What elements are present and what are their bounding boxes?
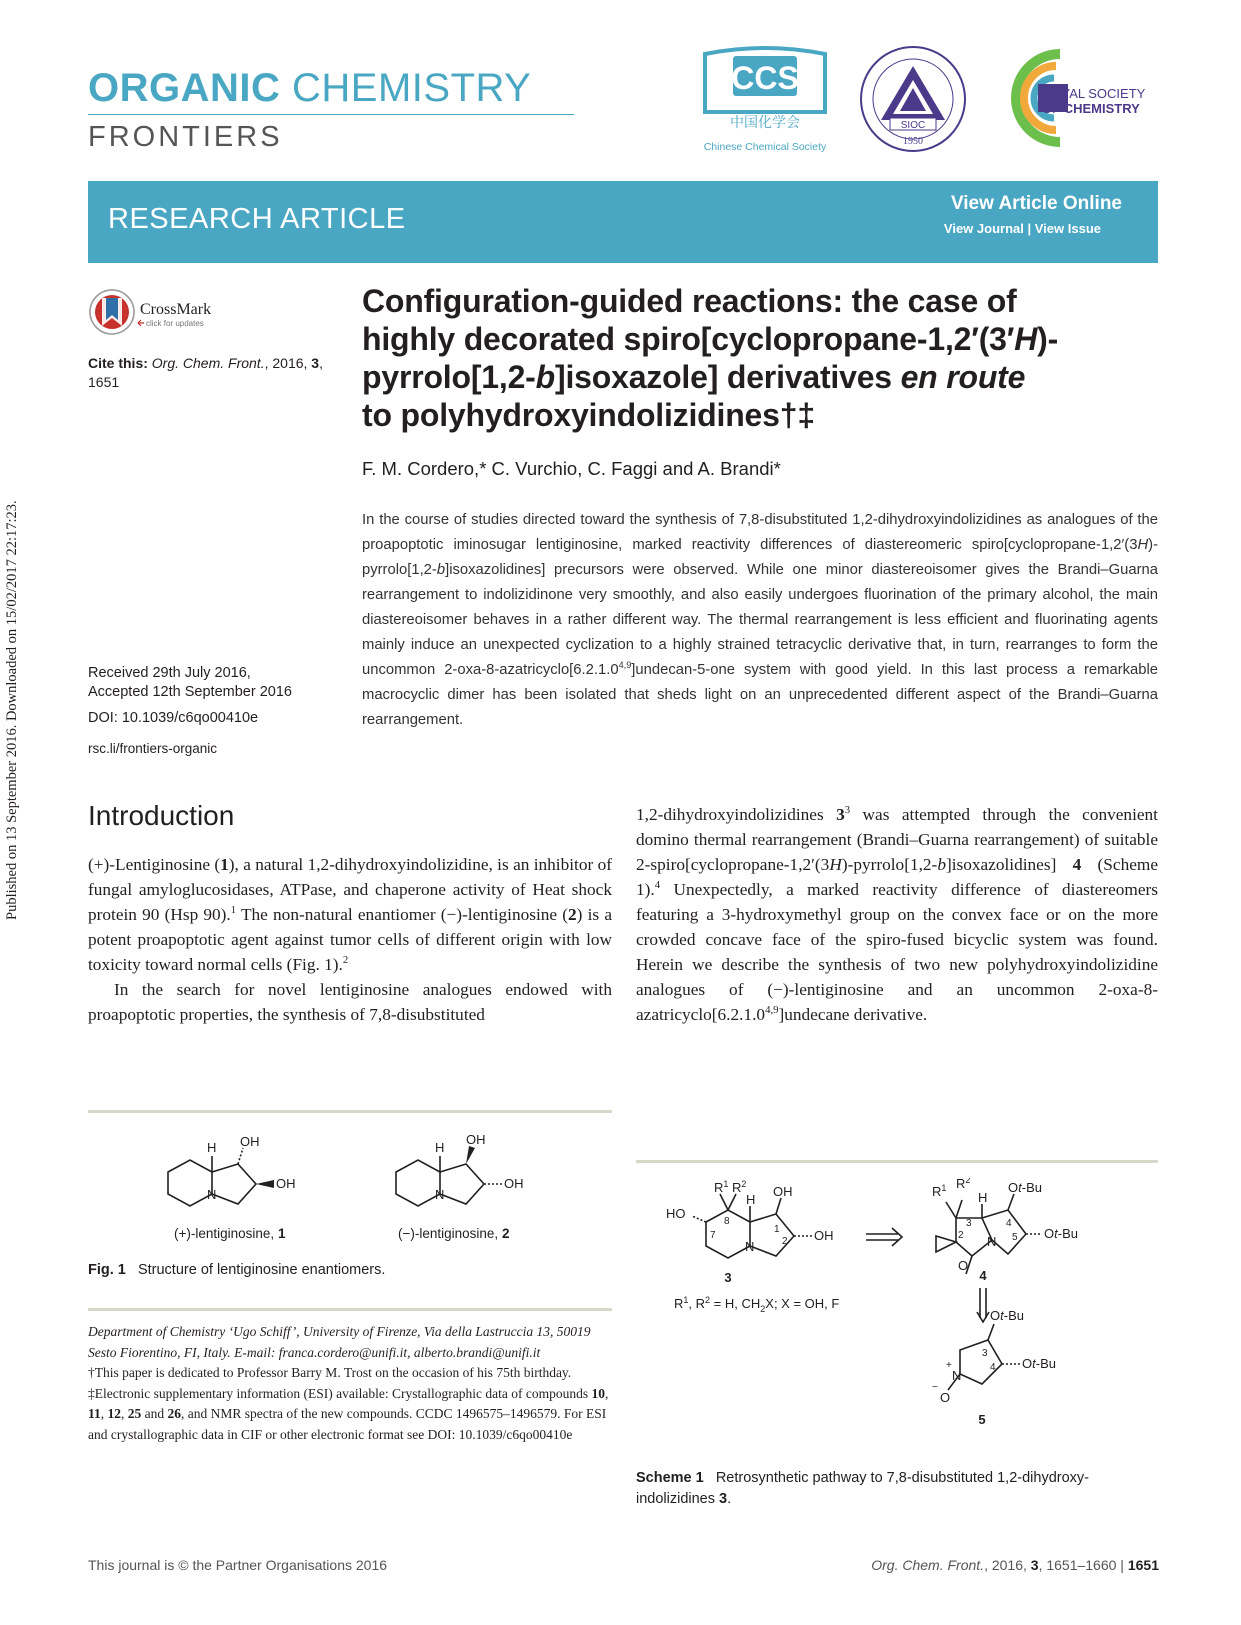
journal-name: ORGANIC CHEMISTRY [88, 66, 532, 110]
fig1-mol1-number: 1 [277, 1226, 286, 1241]
fig1-mol1-N: N [207, 1187, 217, 1202]
sch-4-R1: R [932, 1184, 942, 1199]
accepted-date: Accepted 12th September 2016 [88, 684, 292, 700]
fig1-mol2-label: (−)-lentiginosine, [398, 1226, 502, 1241]
scheme-rule [636, 1160, 1158, 1163]
journal-link[interactable]: rsc.li/frontiers-organic [88, 741, 218, 756]
section-heading-introduction: Introduction [88, 800, 235, 831]
fig1-mol1-label: (+)-lentiginosine, [174, 1226, 278, 1241]
scheme-1-label: Scheme 1 [636, 1470, 704, 1486]
sch-3-H: H [746, 1192, 756, 1207]
figure-1-label: Fig. 1 [88, 1262, 126, 1278]
received-dates [88, 664, 292, 702]
sch-3-R1: R [714, 1180, 724, 1195]
rsc-logo-icon [998, 40, 1158, 155]
ccs-name: Chinese Chemical Society [703, 141, 827, 153]
fig1-mol1-OH-right: OH [276, 1176, 296, 1191]
page-number: 1651 [1127, 1557, 1159, 1573]
sch-3-pos8: 8 [724, 1216, 730, 1227]
svg-text:R1: $R^1$ [932, 1183, 947, 1199]
article-type: RESEARCH ARTICLE [108, 203, 406, 235]
ref-link-4[interactable]: 4 [654, 879, 661, 892]
doi: DOI: 10.1039/c6qo00410e [88, 710, 259, 726]
svg-text:OF CHEMISTRY [1042, 101, 1140, 116]
crossmark-label: CrossMark [140, 301, 212, 318]
author-list: F. M. Cordero,* C. Vurchio, C. Faggi and A. Brandi* [362, 458, 781, 479]
sch-5-plus: + [946, 1360, 952, 1371]
svg-text:R1: $R^1$ [714, 1179, 729, 1195]
sch-3-HO: HO [666, 1206, 686, 1221]
sch-4-pos3: 3 [966, 1218, 972, 1229]
sch-4-N: N [987, 1234, 997, 1249]
figure-rule [88, 1110, 612, 1113]
sch-3-N: N [745, 1239, 755, 1254]
rsc-line1: ROYAL SOCIETY [1042, 86, 1146, 101]
rsc-line2: CHEMISTRY [1063, 101, 1140, 116]
sch-4-R2: R [956, 1178, 966, 1191]
ccs-logo-icon [697, 44, 833, 156]
affiliation: Department of Chemistry ‘Ugo Schiff’, University of Firenze, Via della Lastruccia 13, 50019 Sesto Fiorentino, FI, Italy. E-mail: franca.cordero@unifi.it, alberto.brandi@unifi.it [88, 1324, 591, 1360]
ref-link-3[interactable]: 3 [844, 804, 851, 817]
intro-paragraph-2: In the search for novel lentiginosine analogues endowed with proapoptotic properties, the synthesis of 7,8-disubstituted [88, 980, 612, 1024]
view-article-online-link[interactable]: View Article Online [950, 193, 1122, 214]
svg-text:R2: $R^2$ [956, 1178, 971, 1191]
sch-3-OH-top: OH [773, 1184, 793, 1199]
svg-text:Ot-Bu: Ot-Bu [1022, 1356, 1056, 1371]
crossmark-sublabel: click for updates [146, 319, 204, 328]
publication-stamp: Published on 13 September 2016. Downloaded on 15/02/2017 22:17:23. [4, 500, 20, 920]
footnotes [88, 1322, 612, 1445]
sioc-logo-icon [858, 44, 968, 154]
svg-text:Ot-Bu: Ot-Bu [990, 1308, 1024, 1323]
svg-text:Ot-Bu: Ot-Bu [1008, 1180, 1042, 1195]
scheme-1-structures [636, 1178, 1158, 1462]
footer-copyright: This journal is © the Partner Organisations 2016 [88, 1557, 388, 1573]
ccs-chinese: 中国化学会 [730, 115, 800, 131]
footnote-rule [88, 1308, 612, 1311]
journal-subname: FRONTIERS [88, 121, 283, 153]
sch-3-number: 3 [724, 1270, 732, 1285]
journal-name-rule [88, 114, 574, 115]
sch-4-number: 4 [979, 1268, 987, 1283]
figure-1-caption: Fig. 1 Structure of lentiginosine enantiomers. [88, 1262, 386, 1278]
fig1-mol2-number: 2 [501, 1226, 510, 1241]
fig1-mol2-N: N [435, 1187, 445, 1202]
sch-4-pos2: 2 [958, 1230, 964, 1241]
abstract: In the course of studies directed toward the synthesis of 7,8-disubstituted 1,2-dihydroxyindolizidines as analogues of the proapoptotic iminosugar lentiginosine, marked reactivity differences of diastereomeric spiro[cyclopropane-1,2′(3H)-pyrrolo[1,2-b]isoxazolidines] precursors were observed. While one minor diastereoisomer gives the Brandi–Guarna rearrangement to indolizidinone very smoothly, and also easily undergoes fluorination of the primary alcohol, the main diastereoisomer behaves in a rather different way. The thermal rearrangement is less efficient and fluorinating agents mainly induce an unexpected cyclization to a highly strained tetracyclic derivative that, in turn, rearranges to form the uncommon 2-oxa-8-azatricyclo[6.2.1.0$^{4,9}$]undecan-5-one system with good yield. In this last process a remarkable macrocyclic dimer has been isolated that sheds light on an unprecedented different aspect of the Brandi–Guarna rearrangement. [362, 512, 1158, 728]
sch-4-O: O [958, 1258, 969, 1273]
banner-links [944, 221, 1101, 236]
svg-text:(+)-lentiginosine, 1 [174, 1226, 286, 1241]
footnote-esi: ‡Electronic supplementary information (ESI) available: Crystallographic data of compounds 10, 11, 12, 25 and 26, and NMR spectra of the new compounds. CCDC 1496575–1496579. For ESI and crystallographic data in CIF or other electronic format see DOI: 10.1039/c6qo00410e [88, 1385, 609, 1442]
fig1-mol2-OH-top: OH [466, 1132, 486, 1147]
sch-3-OH-right: OH [814, 1228, 834, 1243]
fig1-mol2-OH-right: OH [504, 1176, 524, 1191]
intro-column-right: 1,2-dihydroxyindolizidines $3^3$ was attempted through the convenient domino thermal rearrangement (Brandi–Guarna rearrangement) of suitable 2-spiro[cyclopropane-1,2′(3H)-pyrrolo[1,2-b]isoxazolidines] 4 (Scheme 1).$^4$ Unexpectedly, a marked reactivity difference of diastereomers featuring a 3-hydroxymethyl group on the convex face or on the more crowded concave face of the spiro-fused bicyclic system was found. Herein we describe the synthesis of two new polyhydroxyindolizidine analogues of (−)-lentiginosine and an uncommon 2-oxa-8-azatricyclo[6.2.1.0$^{4,9}$]undecane derivative. [636, 804, 1159, 1024]
footer-citation: Org. Chem. Front., 2016, 3, 1651–1660 | 1651 [871, 1557, 1159, 1573]
rsc-of: OF [1042, 101, 1061, 116]
received-date: Received 29th July 2016, [88, 665, 251, 681]
sch-4-H: H [978, 1190, 988, 1205]
link-separator: | [1027, 221, 1032, 236]
sch-5-O: O [940, 1390, 951, 1405]
scheme-1-caption: Scheme 1 Retrosynthetic pathway to 7,8-disubstituted 1,2-dihydroxy-indolizidines 3. [636, 1470, 1089, 1507]
svg-text:R2: $R^2$ [732, 1179, 747, 1195]
sch-4-pos5: 5 [1012, 1232, 1018, 1243]
ref-link-2[interactable]: 2 [342, 954, 349, 967]
sch-5-minus: − [932, 1382, 938, 1393]
sch-3-pos7: 7 [710, 1230, 716, 1241]
figure-1-structures [88, 1128, 612, 1252]
sch-5-number: 5 [978, 1412, 986, 1427]
cite-this: Cite this: Org. Chem. Front., 2016, 3, 1651 [88, 355, 323, 390]
sioc-text: SIOC [900, 120, 926, 131]
svg-text:R1, R2 = H, CH2X; X = OH, F: $R^1$, $R^2 = H$, $CH_2X$; X = OH, F [674, 1295, 840, 1314]
sch-3-pos2: 2 [782, 1236, 788, 1247]
svg-text:(−)-lentiginosine, 2 [398, 1226, 509, 1241]
research-article-banner [88, 181, 1158, 263]
sch-4-pos4: 4 [1006, 1218, 1012, 1229]
footnote-dagger: †This paper is dedicated to Professor Barry M. Trost on the occasion of his 75th birthday. [88, 1365, 572, 1380]
sioc-year: 1950 [903, 136, 923, 147]
intro-column-left [88, 852, 612, 1027]
sch-5-N: N [952, 1368, 962, 1383]
sch-3-R2: R [732, 1180, 742, 1195]
ccs-letters: CCS [731, 60, 799, 96]
article-title: Configuration-guided reactions: the case of highly decorated spiro[cyclopropane-1,2′(3′H)- pyrrolo[1,2-b]isoxazole] derivatives en route to polyhydroxyindolizidines†‡ [362, 283, 1059, 433]
ref-link-1[interactable]: 1 [230, 904, 237, 917]
crossmark-button[interactable] [88, 286, 228, 338]
fig1-mol2-H: H [435, 1140, 445, 1155]
sch-3-pos1: 1 [774, 1224, 780, 1235]
fig1-mol1-H: H [207, 1140, 217, 1155]
view-issue-link[interactable]: View Issue [1034, 221, 1101, 236]
sch-5-pos3: 3 [982, 1348, 988, 1359]
fig1-mol1-OH-top: OH [240, 1134, 260, 1149]
intro-paragraph-1: (+)-Lentiginosine (1), a natural 1,2-dihydroxyindolizidine, is an inhibitor of fungal amyloglucosidases, ATPase, and chaperone activity of Heat shock protein 90 (Hsp 90).$^1$ The non-natural enantiomer (−)-lentiginosine (2) is a potent proapoptotic agent against tumor cells of different origin with low toxicity toward normal cells (Fig. 1).$^2$ [88, 855, 612, 974]
sch-5-pos4: 4 [990, 1362, 996, 1373]
view-journal-link[interactable]: View Journal [943, 221, 1024, 236]
svg-text:Ot-Bu: Ot-Bu [1044, 1226, 1078, 1241]
